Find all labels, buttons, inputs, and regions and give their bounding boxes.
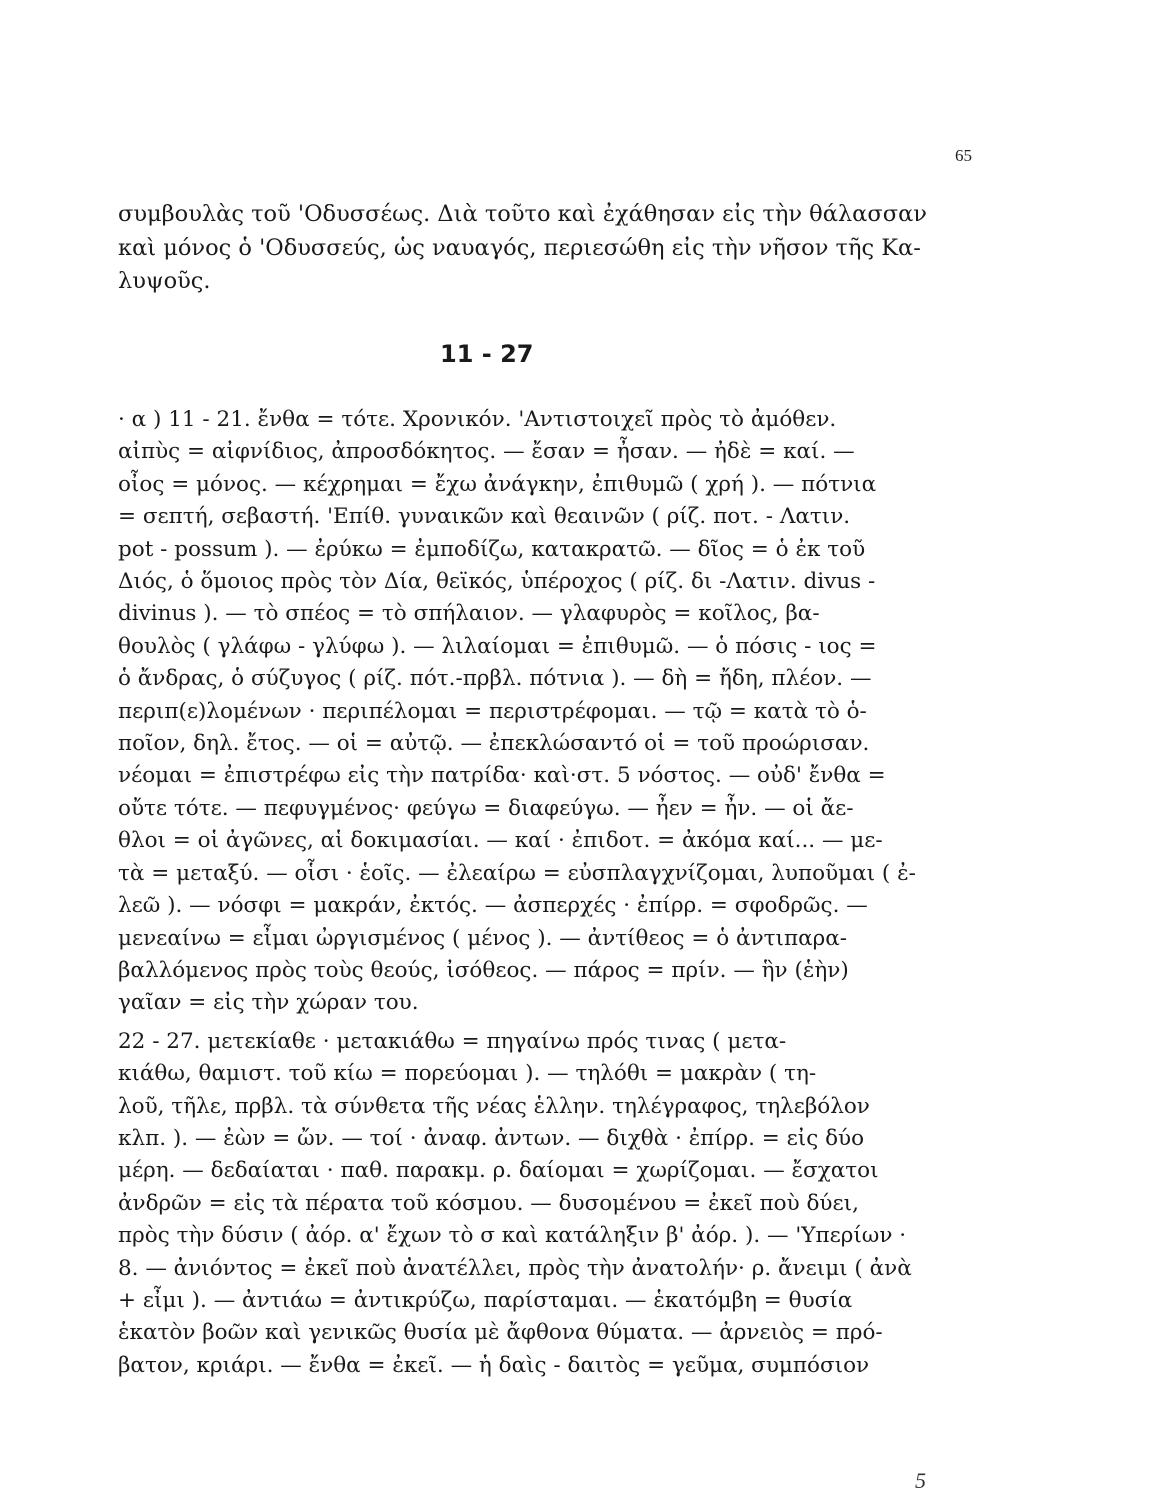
text-line: πρὸς τὴν δύσιν ( ἀόρ. α' ἔχων τὸ σ καὶ κατάληξιν β' ἀόρ. ). — 'Υπερίων · <box>118 1223 907 1249</box>
text-line: οἶος = μόνος. — κέχρημαι = ἔχω ἀνάγκην, ἐπιθυμῶ ( χρή ). — πότνια <box>118 471 877 497</box>
page-number: 65 <box>955 146 972 165</box>
text-line: καὶ μόνος ὁ 'Οδυσσεύς, ὡς ναυαγός, περιεσώθη εἰς τὴν νῆσον τῆς Κα- <box>118 234 921 261</box>
text-line: ἑκατὸν βοῶν καὶ γενικῶς θυσία μὲ ἄφθονα θύματα. — ἀρνειὸς = πρό- <box>118 1320 883 1346</box>
text-line: λεῶ ). — νόσφι = μακράν, ἐκτός. — ἀσπερχές · ἐπίρρ. = σφοδρῶς. — <box>118 893 868 919</box>
text-line: κλπ. ). — ἐὼν = ὤν. — τοί · ἀναφ. ἀντων. — διχθὰ · ἐπίρρ. = εἰς δύο <box>118 1125 865 1151</box>
text-line: θλοι = οἱ ἀγῶνες, αἱ δοκιμασίαι. — καί · ἐπιδοτ. = ἀκόμα καί... — με- <box>118 828 883 854</box>
text-line: λοῦ, τῆλε, πρβλ. τὰ σύνθετα τῆς νέας ἑλλην. τηλέγραφος, τηλεβόλον <box>118 1093 870 1119</box>
text-line: ἀνδρῶν = εἰς τὰ πέρατα τοῦ κόσμου. — δυσομένου = ἐκεῖ ποὺ δύει, <box>118 1190 859 1216</box>
text-line: 22 - 27. μετεκίαθε · μετακιάθω = πηγαίνω πρός τινας ( μετα- <box>118 1028 787 1054</box>
text-line: περιπ(ε)λομένων · περιπέλομαι = περιστρέφομαι. — τῷ = κατὰ τὸ ὁ- <box>118 698 867 724</box>
text-line: Διός, ὁ ὅμοιος πρὸς τὸν Δία, θεϊκός, ὑπέροχος ( ρίζ. δι -Λατιν. divus - <box>118 569 876 595</box>
text-line: γαῖαν = εἰς τὴν χώραν του. <box>118 990 419 1016</box>
text-line: μέρη. — δεδαίαται · παθ. παρακμ. ρ. δαίομαι = χωρίζομαι. — ἔσχατοι <box>118 1158 879 1184</box>
signature-mark: 5 <box>915 1468 926 1493</box>
text-line: οὔτε τότε. — πεφυγμένος· φεύγω = διαφεύγω. — ἦεν = ἦν. — οἱ ἄε- <box>118 795 854 821</box>
text-line: τὰ = μεταξύ. — οἷσι · ἑοῖς. — ἐλεαίρω = εὐσπλαγχνίζομαι, λυποῦμαι ( ἐ- <box>118 860 916 886</box>
text-line: βαλλόμενος πρὸς τοὺς θεούς, ἰσόθεος. — πάρος = πρίν. — ἣν (ἑὴν) <box>118 957 849 983</box>
text-line: αἰπὺς = αἰφνίδιος, ἀπροσδόκητος. — ἔσαν = ἦσαν. — ἠδὲ = καί. — <box>118 439 855 465</box>
text-line: συμβουλὰς τοῦ 'Οδυσσέως. Διὰ τοῦτο καὶ ἐχάθησαν εἰς τὴν θάλασσαν <box>118 201 927 227</box>
text-line: pot - possum ). — ἐρύκω = ἐμποδίζω, κατακρατῶ. — δῖος = ὁ ἐκ τοῦ <box>118 536 866 562</box>
text-line: ὁ ἄνδρας, ὁ σύζυγος ( ρίζ. πότ.-πρβλ. πότνια ). — δὴ = ἤδη, πλέον. — <box>118 666 872 692</box>
text-line: ποῖον, δηλ. ἔτος. — οἱ = αὐτῷ. — ἐπεκλώσαντό οἱ = τοῦ προώρισαν. <box>118 731 870 757</box>
text-line: · α ) 11 - 21. ἔνθα = τότε. Χρονικόν. 'Αντιστοιχεῖ πρὸς τὸ ἀμόθεν. <box>118 407 837 432</box>
text-line: λυψοῦς. <box>118 268 211 294</box>
text-line: = σεπτή, σεβαστή. 'Επίθ. γυναικῶν καὶ θεαινῶν ( ρίζ. ποτ. - Λατιν. <box>118 504 851 530</box>
text-line: μενεαίνω = εἶμαι ὠργισμένος ( μένος ). — ἀντίθεος = ὁ ἀντιπαρα- <box>118 925 848 951</box>
text-line: κιάθω, θαμιστ. τοῦ κίω = πορεύομαι ). — τηλόθι = μακρὰν ( τη- <box>118 1061 817 1087</box>
commentary-body <box>118 404 966 1382</box>
intro-paragraph <box>118 198 963 299</box>
text-line: + εἶμι ). — ἀντιάω = ἀντικρύζω, παρίσταμαι. — ἑκατόμβη = θυσία <box>118 1287 853 1313</box>
text-line: νέομαι = ἐπιστρέφω εἰς τὴν πατρίδα· καὶ·στ. 5 νόστος. — οὐδ' ἔνθα = <box>118 763 886 789</box>
text-line: θουλὸς ( γλάφω - γλύφω ). — λιλαίομαι = ἐπιθυμῶ. — ὁ πόσις - ιος = <box>118 633 877 659</box>
text-line: βατον, κριάρι. — ἔνθα = ἐκεῖ. — ἡ δαὶς - δαιτὸς = γεῦμα, συμπόσιον <box>118 1352 870 1378</box>
text-line: divinus ). — τὸ σπέος = τὸ σπήλαιον. — γλαφυρὸς = κοῖλος, βα- <box>118 601 820 627</box>
section-heading: 11 - 27 <box>440 340 534 368</box>
text-line: 8. — ἀνιόντος = ἐκεῖ ποὺ ἀνατέλλει, πρὸς τὴν ἀνατολήν· ρ. ἄνειμι ( ἀνὰ <box>118 1255 912 1281</box>
